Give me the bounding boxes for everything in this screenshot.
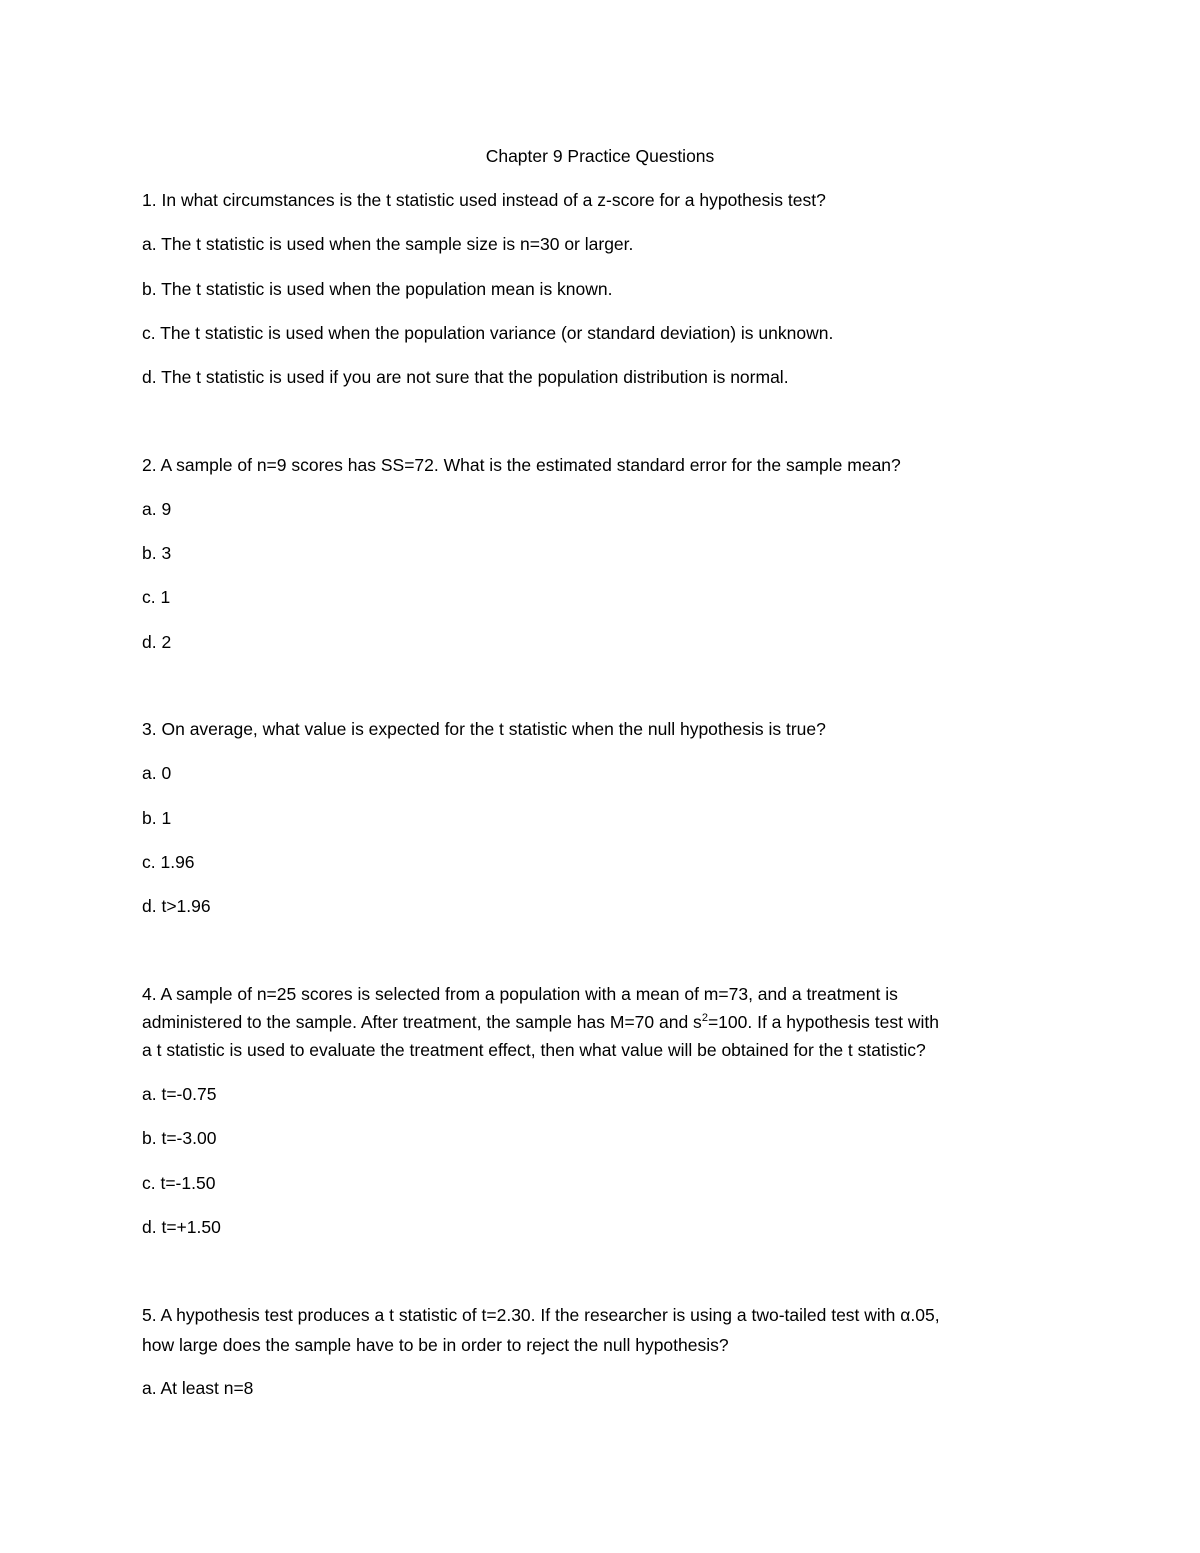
superscript-2: 2 <box>701 1012 708 1024</box>
question-5-line-2: how large does the sample have to be in order to reject the null hypothesis? <box>142 1335 729 1355</box>
question-2-option-a: a. 9 <box>142 499 172 519</box>
question-4-line-2 <box>142 1008 1062 1036</box>
question-4-option-a: a. t=-0.75 <box>142 1084 217 1104</box>
question-1-option-b: b. The t statistic is used when the population mean is known. <box>142 279 613 299</box>
question-number: 4. <box>142 984 157 1004</box>
question-4-line-3: a t statistic is used to evaluate the treatment effect, then what value will be obtained for the t statistic? <box>142 1040 926 1060</box>
question-text: In what circumstances is the t statistic used instead of a z-score for a hypothesis test? <box>161 190 826 210</box>
question-2-option-b: b. 3 <box>142 543 172 563</box>
question-5-line-1 <box>142 1301 1062 1329</box>
question-number: 3. <box>142 719 157 739</box>
question-number: 2. <box>142 455 157 475</box>
question-3-option-b: b. 1 <box>142 808 172 828</box>
question-3 <box>142 715 1062 743</box>
page-title: Chapter 9 Practice Questions <box>485 146 715 166</box>
question-number: 1. <box>142 190 157 210</box>
question-2-option-c: c. 1 <box>142 587 171 607</box>
question-text: On average, what value is expected for the t statistic when the null hypothesis is true? <box>161 719 826 739</box>
question-1-option-d: d. The t statistic is used if you are not sure that the population distribution is normal. <box>142 367 789 387</box>
question-3-option-d: d. t>1.96 <box>142 896 211 916</box>
question-2-option-d: d. 2 <box>142 632 172 652</box>
question-5-option-a: a. At least n=8 <box>142 1378 254 1398</box>
question-text: A sample of n=25 scores is selected from a population with a mean of m=73, and a treatment is <box>160 984 898 1004</box>
question-3-option-c: c. 1.96 <box>142 852 195 872</box>
question-2 <box>142 451 1062 479</box>
question-text: A hypothesis test produces a t statistic of t=2.30. If the researcher is using a two-tailed test with α.05, <box>160 1305 940 1325</box>
question-4-option-c: c. t=-1.50 <box>142 1173 216 1193</box>
question-text-after-sup: =100. If a hypothesis test with <box>707 1012 939 1032</box>
question-1 <box>142 186 1062 214</box>
question-1-option-c: c. The t statistic is used when the population variance (or standard deviation) is unknown. <box>142 323 834 343</box>
question-text-before-sup: administered to the sample. After treatment, the sample has M=70 and s <box>142 1012 702 1032</box>
question-4-option-b: b. t=-3.00 <box>142 1128 217 1148</box>
question-4-line-1 <box>142 980 1062 1008</box>
question-3-option-a: a. 0 <box>142 763 172 783</box>
question-text: A sample of n=9 scores has SS=72. What is the estimated standard error for the sample mean? <box>160 455 901 475</box>
question-number: 5. <box>142 1305 157 1325</box>
question-1-option-a: a. The t statistic is used when the sample size is n=30 or larger. <box>142 234 634 254</box>
question-4-option-d: d. t=+1.50 <box>142 1217 221 1237</box>
